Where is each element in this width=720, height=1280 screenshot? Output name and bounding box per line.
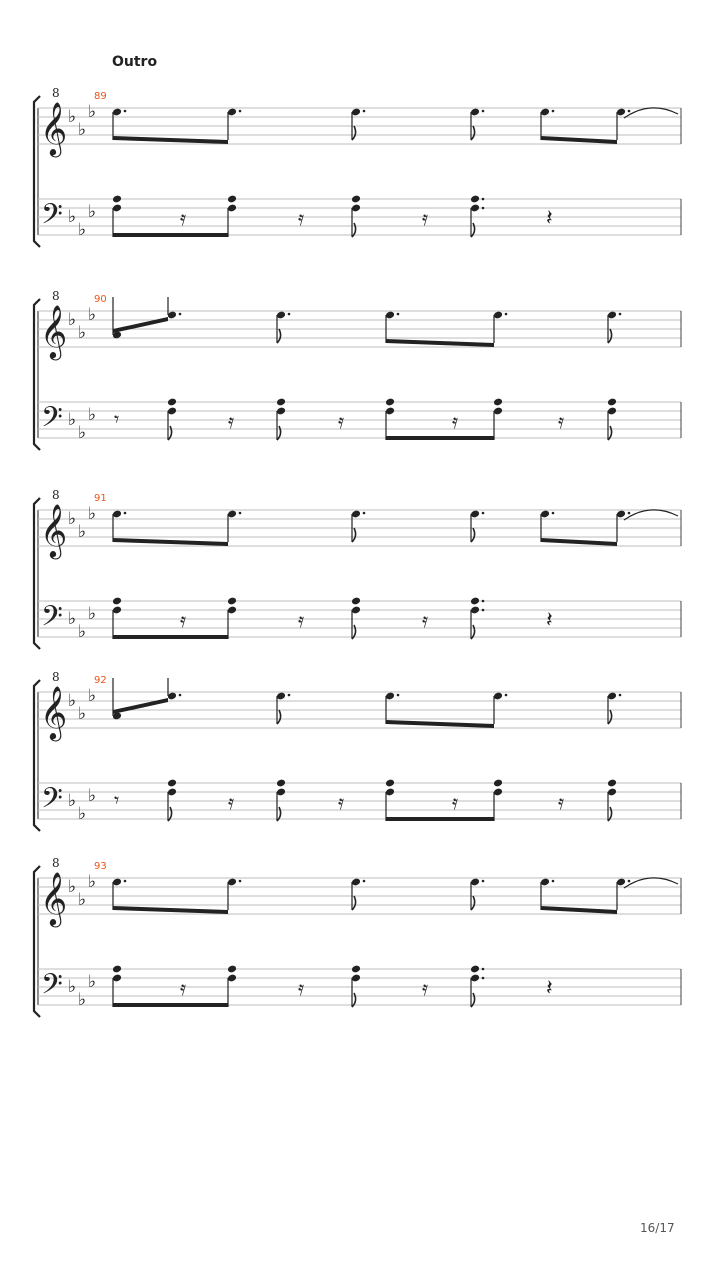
beam [113,1003,228,1007]
note-dot [482,110,485,113]
note-dot [619,313,622,316]
note-head [112,195,122,204]
note-dot [482,880,485,883]
note-dot [239,880,242,883]
sixteenth-rest: 𝄿 [422,206,429,230]
beam [113,635,228,639]
flat-accidental: ♭ [68,410,77,430]
sixteenth-rest: 𝄿 [180,206,187,230]
flat-accidental: ♭ [88,102,97,122]
sixteenth-rest: 𝄿 [422,976,429,1000]
flat-accidental: ♭ [78,990,87,1010]
octave-marker: 8 [52,856,60,870]
note-dot [482,512,485,515]
beam [386,817,494,821]
octave-marker: 8 [52,86,60,100]
bass-clef-icon: 𝄢 [41,782,63,822]
quarter-rest: 𝄽 [546,608,553,633]
note-dot [124,880,127,883]
note-dot [482,609,485,612]
flat-accidental: ♭ [88,405,97,425]
note-dot [363,512,366,515]
flat-accidental: ♭ [78,890,87,910]
note-dot [628,512,631,515]
flat-accidental: ♭ [68,609,77,629]
flat-accidental: ♭ [88,504,97,524]
beam [113,906,228,914]
note-head [227,195,237,204]
eighth-rest: 𝄾 [114,407,120,431]
note-head [470,597,480,606]
flat-accidental: ♭ [78,704,87,724]
sixteenth-rest: 𝄿 [338,790,345,814]
note-dot [482,968,485,971]
flat-accidental: ♭ [78,323,87,343]
sixteenth-rest: 𝄿 [338,409,345,433]
treble-clef-icon: 𝄞 [40,685,68,739]
sixteenth-rest: 𝄿 [558,790,565,814]
note-head [607,398,617,407]
sixteenth-rest: 𝄿 [422,608,429,632]
treble-clef-icon: 𝄞 [40,871,68,925]
beam [113,136,228,144]
measure-number: 90 [94,294,107,305]
eighth-rest: 𝄾 [114,788,120,812]
note-dot [397,694,400,697]
flat-accidental: ♭ [78,423,87,443]
treble-clef-icon: 𝄞 [40,101,68,155]
flat-accidental: ♭ [68,310,77,330]
sixteenth-rest: 𝄿 [452,409,459,433]
note-dot [552,110,555,113]
note-dot [552,512,555,515]
note-dot [239,110,242,113]
note-dot [482,977,485,980]
note-dot [363,110,366,113]
beam [113,233,228,237]
flat-accidental: ♭ [68,691,77,711]
beam [541,906,617,914]
section-title: Outro [112,54,158,70]
flat-accidental: ♭ [78,522,87,542]
note-dot [124,512,127,515]
note-head [112,597,122,606]
note-head [276,779,286,788]
flat-accidental: ♭ [88,202,97,222]
flat-accidental: ♭ [78,220,87,240]
flat-accidental: ♭ [88,872,97,892]
beam [113,317,168,333]
note-head [607,779,617,788]
note-head [112,965,122,974]
note-dot [628,880,631,883]
treble-clef-icon: 𝄞 [40,503,68,557]
flat-accidental: ♭ [78,804,87,824]
note-head [276,398,286,407]
sixteenth-rest: 𝄿 [558,409,565,433]
note-dot [505,313,508,316]
tie-arc [624,878,678,888]
beam [541,538,617,546]
note-head [470,195,480,204]
flat-accidental: ♭ [88,305,97,325]
flat-accidental: ♭ [88,786,97,806]
sixteenth-rest: 𝄿 [298,206,305,230]
sixteenth-rest: 𝄿 [452,790,459,814]
note-head [351,195,361,204]
sixteenth-rest: 𝄿 [228,790,235,814]
page-number: 16/17 [640,1221,675,1235]
beam [386,436,494,440]
flat-accidental: ♭ [78,120,87,140]
flat-accidental: ♭ [88,686,97,706]
note-head [167,779,177,788]
note-head [167,398,177,407]
note-dot [482,600,485,603]
beam [386,720,494,728]
flat-accidental: ♭ [68,509,77,529]
measure-number: 92 [94,675,107,686]
measure-number: 93 [94,861,107,872]
flat-accidental: ♭ [88,604,97,624]
bass-clef-icon: 𝄢 [41,198,63,238]
note-dot [397,313,400,316]
beam [541,136,617,144]
bass-clef-icon: 𝄢 [41,401,63,441]
note-head [385,398,395,407]
note-dot [124,110,127,113]
note-dot [552,880,555,883]
sixteenth-rest: 𝄿 [180,976,187,1000]
bass-clef-icon: 𝄢 [41,600,63,640]
flat-accidental: ♭ [88,972,97,992]
quarter-rest: 𝄽 [546,976,553,1001]
flat-accidental: ♭ [68,877,77,897]
note-dot [179,694,182,697]
sixteenth-rest: 𝄿 [180,608,187,632]
flat-accidental: ♭ [68,791,77,811]
note-head [493,398,503,407]
quarter-rest: 𝄽 [546,206,553,231]
note-head [351,597,361,606]
tie-arc [624,510,678,520]
treble-clef-icon: 𝄞 [40,304,68,358]
sixteenth-rest: 𝄿 [298,976,305,1000]
measure-number: 89 [94,91,107,102]
note-dot [482,207,485,210]
note-dot [628,110,631,113]
note-dot [239,512,242,515]
measure-number: 91 [94,493,107,504]
note-head [351,965,361,974]
note-dot [288,694,291,697]
note-dot [363,880,366,883]
note-dot [505,694,508,697]
octave-marker: 8 [52,289,60,303]
note-dot [619,694,622,697]
note-dot [482,198,485,201]
note-dot [179,313,182,316]
bass-clef-icon: 𝄢 [41,968,63,1008]
note-head [227,597,237,606]
octave-marker: 8 [52,670,60,684]
tie-arc [624,108,678,118]
note-head [493,779,503,788]
beam [386,339,494,347]
octave-marker: 8 [52,488,60,502]
note-head [470,965,480,974]
flat-accidental: ♭ [78,622,87,642]
flat-accidental: ♭ [68,977,77,997]
flat-accidental: ♭ [68,207,77,227]
sixteenth-rest: 𝄿 [228,409,235,433]
sixteenth-rest: 𝄿 [298,608,305,632]
beam [113,538,228,546]
note-dot [288,313,291,316]
note-head [227,965,237,974]
beam [113,698,168,714]
flat-accidental: ♭ [68,107,77,127]
note-head [385,779,395,788]
